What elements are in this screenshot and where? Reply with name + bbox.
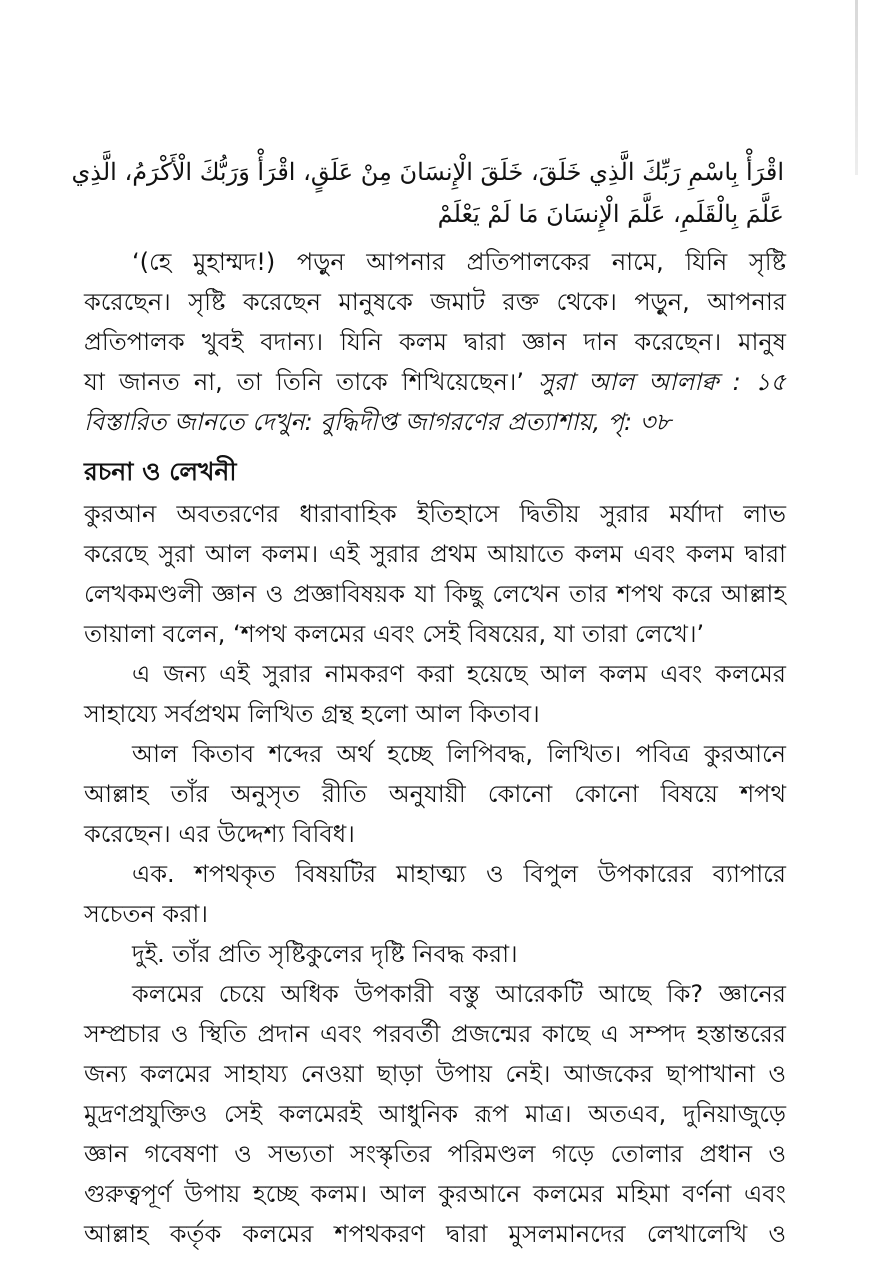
arabic-verse-line-2: عَلَّمَ بِالْقَلَمِ، عَلَّمَ الْإِنسَانَ مَا لَمْ يَعْلَمْ [437, 200, 784, 228]
paragraph-line: জন্য কলমের সাহায্য নেওয়া ছাড়া উপায় নেই। আজকের ছাপাখানা ও [84, 1060, 786, 1088]
paragraph-line: লেখকমণ্ডলী জ্ঞান ও প্রজ্ঞাবিষয়ক যা কিছু লেখেন তার শপথ করে আল্লাহ [84, 580, 786, 608]
list-item-line: এক. শপথকৃত বিষয়টির মাহাত্ম্য ও বিপুল উপকারের ব্যাপারে [132, 860, 786, 888]
translation-line: ‘(হে মুহাম্মদ!) পড়ুন আপনার প্রতিপালকের নামে, যিনি সৃষ্টি [132, 248, 786, 276]
paragraph-line: তায়ালা বলেন, ‘শপথ কলমের এবং সেই বিষয়ের, যা তারা লেখে।’ [84, 620, 705, 648]
paragraph-line: করেছে সুরা আল কলম। এই সুরার প্রথম আয়াতে কলম এবং কলম দ্বারা [84, 540, 786, 568]
section-heading: রচনা ও লেখনী [84, 457, 237, 486]
translation-text: যা জানত না, তা তিনি তাকে শিখিয়েছেন।’ [84, 368, 525, 396]
paragraph-line: করেছেন। এর উদ্দেশ্য বিবিধ। [84, 820, 355, 848]
paragraph-line: কুরআন অবতরণের ধারাবাহিক ইতিহাসে দ্বিতীয় সুরার মর্যাদা লাভ [84, 500, 786, 528]
list-item-line: দুই. তাঁর প্রতি সৃষ্টিকুলের দৃষ্টি নিবদ্ধ করা। [132, 940, 518, 968]
translation-line: করেছেন। সৃষ্টি করেছেন মানুষকে জমাট রক্ত থেকে। পড়ুন, আপনার [84, 288, 786, 316]
paragraph-line: মুদ্রণপ্রযুক্তিও সেই কলমেরই আধুনিক রূপ মাত্র। অতএব, দুনিয়াজুড়ে [84, 1100, 786, 1128]
paragraph-line: জ্ঞান গবেষণা ও সভ্যতা সংস্কৃতির পরিমণ্ডল গড়ে তোলার প্রধান ও [84, 1140, 786, 1168]
paragraph-line: আল কিতাব শব্দের অর্থ হচ্ছে লিপিবদ্ধ, লিখিত। পবিত্র কুরআনে [132, 740, 786, 768]
paragraph-line: কলমের চেয়ে অধিক উপকারী বস্তু আরেকটি আছে কি? জ্ঞানের [132, 980, 786, 1008]
surah-reference: সুরা আল আলাক্ব : ১৫ [538, 368, 786, 396]
paragraph-line: আল্লাহ কর্তৃক কলমের শপথকরণ দ্বারা মুসলমানদের লেখালেখি ও [84, 1220, 786, 1248]
translation-line: প্রতিপালক খুবই বদান্য। যিনি কলম দ্বারা জ্ঞান দান করেছেন। মানুষ [84, 328, 786, 356]
paragraph-line: সাহায্যে সর্বপ্রথম লিখিত গ্রন্থ হলো আল কিতাব। [84, 700, 540, 728]
translation-line-with-reference [84, 362, 786, 402]
paragraph-line: গুরুত্বপূর্ণ উপায় হচ্ছে কলম। আল কুরআনে কলমের মহিমা বর্ণনা এবং [84, 1180, 786, 1208]
page-edge-shadow [855, 0, 858, 175]
list-item-line: সচেতন করা। [84, 900, 208, 928]
arabic-verse-line-1: اقْرَأْ بِاسْمِ رَبِّكَ الَّذِي خَلَقَ، خَلَقَ الْإِنسَانَ مِنْ عَلَقٍ، اقْرَأْ وَرَبُّكَ الْأَكْرَمُ، الَّذِي [71, 158, 784, 186]
source-reference: বিস্তারিত জানতে দেখুন: বুদ্ধিদীপ্ত জাগরণের প্রত্যাশায়, পৃ: ৩৮ [84, 408, 671, 436]
paragraph-line: সম্প্রচার ও স্থিতি প্রদান এবং পরবর্তী প্রজন্মের কাছে এ সম্পদ হস্তান্তরের [84, 1020, 786, 1048]
paragraph-line: এ জন্য এই সুরার নামকরণ করা হয়েছে আল কলম এবং কলমের [132, 660, 786, 688]
paragraph-line: আল্লাহ তাঁর অনুসৃত রীতি অনুযায়ী কোনো কোনো বিষয়ে শপথ [84, 780, 786, 808]
